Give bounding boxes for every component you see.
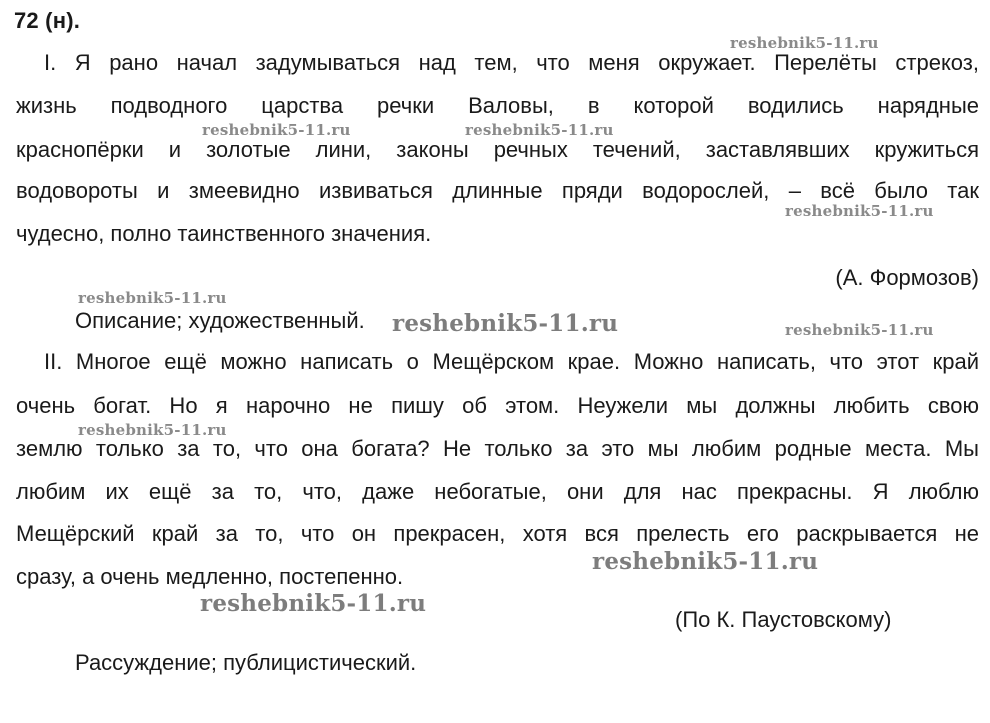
watermark: reshebnik5-11.ru xyxy=(465,121,614,139)
text2-author: (По К. Паустовскому) xyxy=(675,607,892,632)
text1-author: (А. Формозов) xyxy=(835,265,979,290)
task-number: 72 (н). xyxy=(14,8,81,33)
text2-line-5: Мещёрский край за то, что он прекрасен, хотя вся прелесть его раскрывается не xyxy=(16,521,979,546)
text2-line-4: любим их ещё за то, что, даже небогатые, они для нас прекрасны. Я люблю xyxy=(16,479,979,504)
watermark: reshebnik5-11.ru xyxy=(785,321,934,339)
watermark: reshebnik5-11.ru xyxy=(200,590,427,617)
text1-answer: Описание; художественный. xyxy=(75,308,365,333)
text1-line-3: краснопёрки и золотые лини, законы речных течений, заставлявших кружиться xyxy=(16,137,979,162)
text2-answer: Рассуждение; публицистический. xyxy=(75,650,417,675)
text1-line-1: I. Я рано начал задумываться над тем, что меня окружает. Перелёты стрекоз, xyxy=(44,50,979,75)
text1-line-5: чудесно, полно таинственного значения. xyxy=(16,221,432,246)
text1-line-2: жизнь подводного царства речки Валовы, в которой водились нарядные xyxy=(16,93,979,118)
watermark: reshebnik5-11.ru xyxy=(78,421,227,439)
watermark: reshebnik5-11.ru xyxy=(392,310,619,337)
watermark: reshebnik5-11.ru xyxy=(730,34,879,52)
text2-line-3: землю только за то, что она богата? Не только за это мы любим родные места. Мы xyxy=(16,436,979,461)
watermark: reshebnik5-11.ru xyxy=(202,121,351,139)
watermark: reshebnik5-11.ru xyxy=(785,202,934,220)
watermark: reshebnik5-11.ru xyxy=(78,289,227,307)
watermark: reshebnik5-11.ru xyxy=(592,548,819,575)
text2-line-2: очень богат. Но я нарочно не пишу об этом. Неужели мы должны любить свою xyxy=(16,393,979,418)
text2-line-6: сразу, а очень медленно, постепенно. xyxy=(16,564,404,589)
text1-line-4: водовороты и змеевидно извиваться длинные пряди водорослей, – всё было так xyxy=(16,178,979,203)
text2-line-1: II. Многое ещё можно написать о Мещёрском крае. Можно написать, что этот край xyxy=(44,349,979,374)
